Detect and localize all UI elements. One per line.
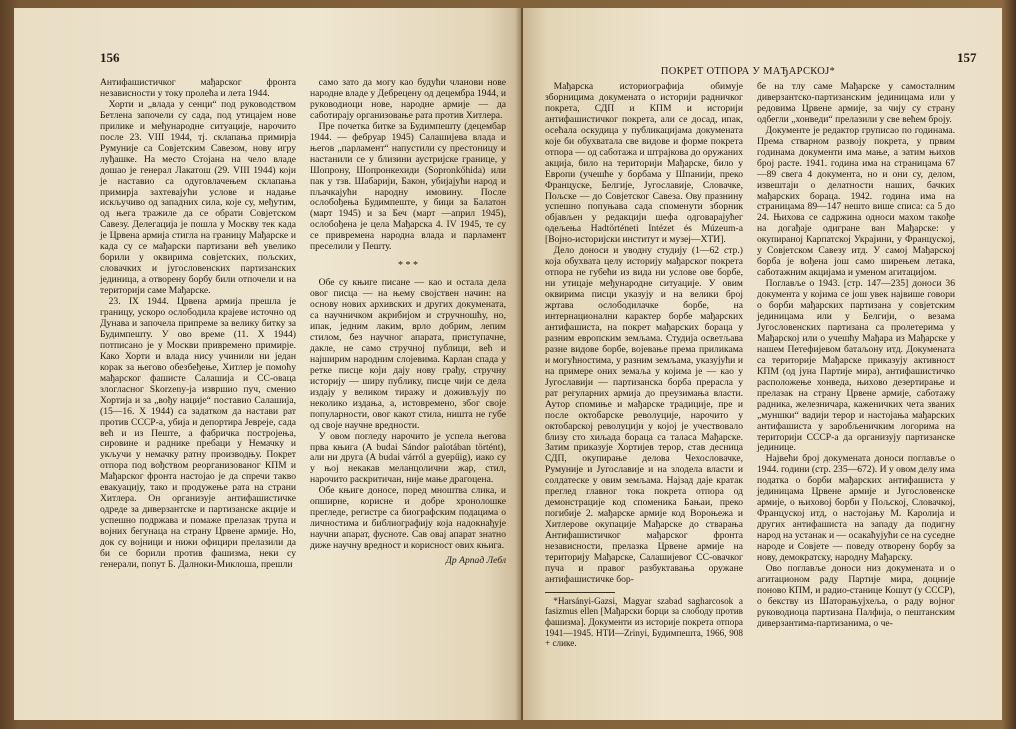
paragraph: Дело доноси и уводну студију (1—62 стр.) која обухвата целу историју мађарског покрета отпора не губећи из вида ни услове ове борбе, ни утицаје међународне ситуације. У овим оквирима писци указују и на велики број жртава ослободилачке борбе, на интернационални карактер борбе мађарских антифашиста, на покрет мађарских бораца у разним европским земљама. Студија осветљава разне видове борбе, војевање према приликама и могућностима, у разним земљама, указујући и на примере оних земаља у којима је — као у Југославији — партизанска борба прерасла у рат регуларних армија до преузимања власти. Аутор спомиње и мађарске традиције, пре и после октобарске револуције, нарочито у октобарској револуцији у којој је учествовало близу сто хиљада бораца са таласа Мађарске. Затим приказује Хортијев терор, став десница СДП, окупирање делова Чехословачке, Румуније и Југославије и на злодела власти и солдатеске у овим земљама. Најзад даје кратак преглед главног тока покрета отпора од демонстрације код споменика Бањаи, преко погибије 2. мађарске армије код Вороњежа и Хитлерове окупације Мађарске до стварања Антифашистичког мађарског фронта независности, прелазка Црвене армије на територију Мађарске, Салашијевог СС-овачког пуча и правог разбуктавања оружане антифашистичке бор- [545,245,743,585]
paragraph: Обе књиге доносе, поред мноштва слика, и опширне, корисне и добре хронолошке прегледе, регистре са биографским подацима о личностима и библиографију која надокнађује научни апарат, фусноте. Сав овај апарат знатно диже научну вредност и корисност ових књига. [310,485,506,552]
article-heading: ПОКРЕТ ОТПОРА У МАЂАРСКОЈ* [660,66,836,77]
right-page [523,8,1003,720]
paragraph: бе на тлу саме Мађарске у самосталним диверзантско-партизанским јединицама или у редовима Црвене армије, за чију су страну одбегли „хонведи“ прелазили у све већем броју. [757,81,955,125]
paragraph: Мађарска историографија обимује зборницима докумената о историји радничког покрета, СДП и КПМ и историји антифашистичког покрета, али се досад, ипак, осећала оскудица у публикацијама докумената које би обухватала све видове и форме покрета отпора — од саботажа и штрајкова до оружаних акција, било на територији Мађарске, било у Европи (учешће у борбама у Шпанији, преко Француске, Белгије, Југославије, Словачке, Пољске — до Совјетског Савеза. Ову празнину успешно попуњава сада споменути зборник објављен у редакцији шефа одговарајућег одељења Hadtörténeti Intézet és Múzeum-a [Војно-историјски институт и музеј—ХТИ]. [545,81,743,246]
left-page [14,8,521,720]
paragraph: Антифашистичког мађарског фронта независности у току пролећа и лета 1944. [100,77,296,99]
section-separator: * * * [398,260,418,272]
right-column-1 [545,82,743,649]
paragraph: Поглавље о 1943. [стр. 147—235] доноси 36 документа у којима се још увек највише говори о борби мађарских партизана у совјетским јединицама или у Белгији, о везама Југословенских партизана са пролетерима у Мађарској или о учешћу Мађара из Мађарске у нашем Петефијевом батаљону итд. Докумената са територије Мађарске приказују активност КПМ (од јуна Партије мира), антифашистичко расположење хонведа, њихово дезертирање и прелазак на страну Црвене армије, саботажу радника, железничара, каженичких чета званих „муншки“ вадији терор и настојања мађарских антифашиста у заробљеничким логорима на територији СССР-а да организују партизанске јединице. [757,278,955,454]
paragraph: Обе су књиге писане — као и остала дела овог писца — на њему својствен начин: на основу нових архивских и других докумената, са научничком акрибијом и стручношћу, но, ипак, једним лаким, врло добрим, лепим стилом, без научног апарата, приступачне, дакле, не само стручној публици, већ и најширим народним слојевима. Карлан спада у ретке писце који дају нову грађу, стручну историју — ширу публику, писце чији се дела издају у великом тиражу и доживљују по неколико издања, а, истовремено, због своје популарности, овог какот стила, ништа не губе од своје научне вредности. [310,277,506,431]
paragraph: Документе је редактор груписао по годинама. Према стварном развоју покрета, у првим годинама документи има мање, а затим њихов број расте. 1941. година има на страницама 67—89 свега 4 документа, но и они су, делом, извештаји о делатности наших, бачких мађарских бораца. 1942. година има на страницама 89—147 нешто више списа: са 5 до 24. Њихова се садржина односи махом такође на догађаје одигране ван Мађарске: у окупираној Карпатској Украјини, у Француској, у Совјетском Савезу итд. У самој Мађарској борба је вођена још само ширењем летака, саботажним акцијама и уменом агитацијом. [757,124,955,279]
paragraph: Хорти и „влада у сенци“ под руководством Бетлена започели су сада, под утицајем нове прилике и међународне ситуације, нарочито после 23. VIII 1944, тј. склапања примирја Румуније са Совјетским Савезом, нову игру луђашке. На место Стојана на чело владе дошао је генерал Лакатош (29. VIII 1944) који је наставио са одуговлачењем склапања примирја захтевајући услове и надање искључиво од западних сила, које су, међутим, од њега тражиле да се обрати Совјетском Савезу. Делегација је пошла у Москву тек када је Црвена армија стигла на границу Мађарске и када су се мађарски партизани већ увелико борили у оквирима совјетских, пољских, словачких и југословенских партизанских јединица, а отворену борбу били отпочели и на територији саме Мађарске. [100,98,296,297]
page-number-right: 157 [957,50,977,65]
author-signature: Др Арпад Лебл [445,555,506,567]
footnote: *Harsányi-Gazsi, Magyar szabad sagharcosok a fasizmus ellen [Мађарски борци за слободу против фашизма]. Документи из историје покрета отпора 1941—1945. НТИ—Zrinyi, Будимпешта, 1966, 908 + слике. [545,595,743,649]
left-column-2 [310,78,506,567]
paragraph: Највећи број докумената доноси поглавље о 1944. години (стр. 235—672). И у овом делу има податка о борби мађарских антифашиста у јединицама Црвене армије и Југословенске армије, о њиховој борби у Пољској, Словачкој, Француској итд, о настојању М. Каролија и других антифашиста на западу да подигну народ на устанак и — осакаћујући се на суседне народе и Совјете — поведу отворену борбу за нову, демократску, народну Мађарску. [757,453,955,563]
page-number-left: 156 [100,50,120,65]
paragraph: само зато да могу као будући чланови нове народне владе у Дебрецену од децембра 1944, и руководиоци нове, народне армије — да саботирају организовање рата против Хитлера. [310,77,506,121]
left-column-1 [100,78,296,571]
paragraph: У овом погледу нарочито је успела његова прва књига (A budai Sándor palotában történt), али ни друга (A budai várról a gyepűig), иако су у њој некакав меланцолични жар, стил, нарочито раскритичан, није мање драгоцена. [310,430,506,486]
paragraph: Пре почетка битке за Будимпешту (децембар 1944. — фебруар 1945) Салашијева влада и његов „парламент“ напустили су престоницу и настанили се у близини аустријске границе, у Шопрону, Шопронкехиди (Sopronkőhida) или пак у тзв. Шабарији, Бакон, убијајући народ и пљачкајући народну имовину. После ослобођења Будимпеште, у бици за Балатон (март 1945) и за Беч (март —април 1945), ослобођена је цела Мађарска 4. IV 1945, те су се привремена народна влада и парламент преселили у Пешту. [310,120,506,253]
paragraph: Ово поглавље доноси низ докумената и о агитационом раду Партије мира, доцније поново КПМ, и радио-станице Кошут (у СССР), о бекству из Шаторањујхеља, о раду војног руководиоца партизана Палфија, о пештанским диверзантима-партизанима, о че- [757,562,955,629]
footnote-rule [545,592,615,593]
right-column-2 [757,82,955,630]
paragraph: 23. IX 1944. Црвена армија прешла је границу, ускоро ослободила крајеве источно од Дунава и започела припреме за велику битку за Будимпешту. У ово време (11. X 1944) потписано је у Москви привремено примирје. Како Хорти и влада нису учинили ни један корак за његово обезбеђење, Хитлер је помоћу мађарског фашисте Салашија и СС-оваца злогласног Skorzeny-ја извршио пуч, сменио Хортија и за „вођу нације“ поставио Салашија, (15—16. X 1944) са задатком да настави рат против СССР-а, убија и депортира Јевреје, сада већ и из Пеште, а фабричка постројења, сировине и раднике пребаци у Немачку и укључи у немачку ратну производњу. Покрет отпора под вођством реорганизованог КПМ и Мађарског фронта настојао је да спречи такво евакуацију, тако и продужење рата на страни Хитлера. Он организује антифашистичке одреде за диверзантске и партизанске акције и успешно подржава и помаже прелазак трупа и војних бегунаца на страну Црвене армије. Но, док су војници и нижи официри прелазили да би се борили против фашизма, неки су генерали, попут Б. Далноки-Миклоша, прешли [100,296,296,570]
book-edge [1002,0,1016,729]
